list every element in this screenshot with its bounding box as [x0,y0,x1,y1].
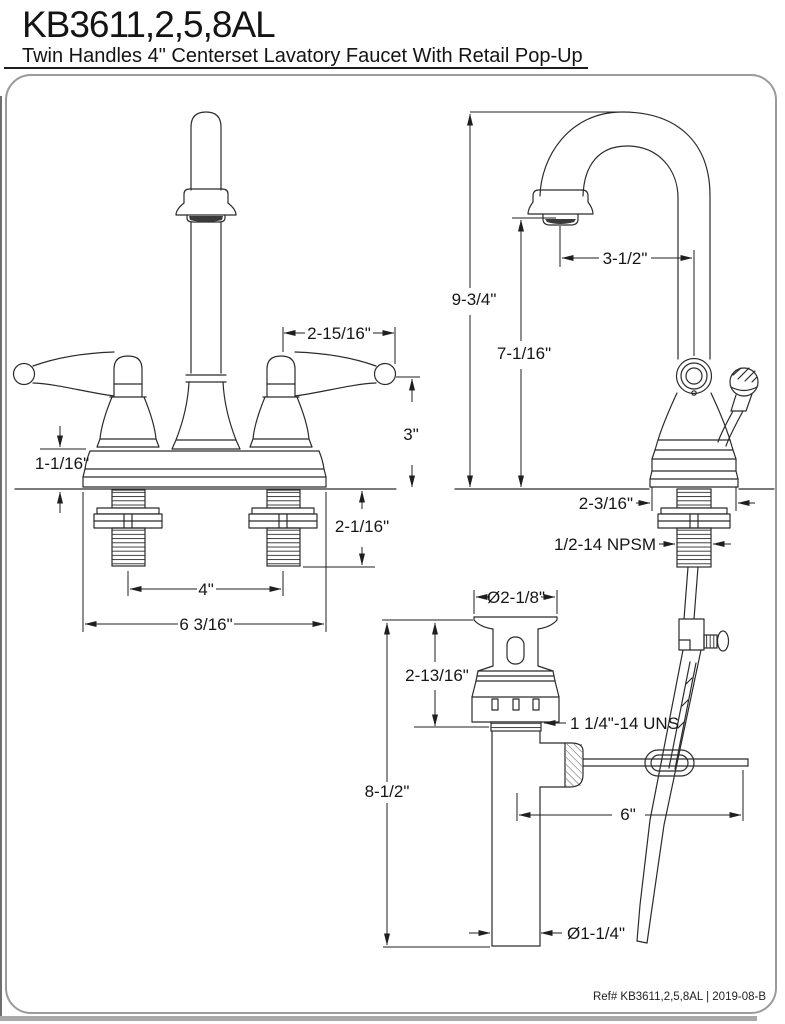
spout-outlet [545,219,576,224]
front-left-handle [14,352,160,447]
page-subtitle: Twin Handles 4" Centerset Lavatory Faucet With Retail Pop-Up [22,45,583,67]
side-shank [658,489,730,567]
dim-front-lever-span [283,324,395,364]
dim-front-handle-height [396,377,420,487]
dim-label-supply-thread: 1/2-14 NPSM [553,535,656,554]
dim-drain-rod-length [517,770,743,824]
page-title: KB3611,2,5,8AL [22,4,275,45]
front-right-shank [249,490,317,566]
popup-lift-knob [718,368,758,446]
dim-label-head-height: 2-13/16" [405,666,469,685]
dim-label-center-to-center: 4" [198,580,214,599]
dim-side-overall-height [452,112,618,487]
reference-number: Ref# KB3611,2,5,8AL | 2019-08-B [592,991,766,1003]
dim-drain-head-height [405,623,489,727]
thumbscrew-head [718,631,729,651]
drain-body [492,731,583,946]
drain-head [472,617,559,731]
dim-label-base-height: 1-1/16" [34,454,90,473]
dim-drain-thread [544,714,679,733]
aerator [189,216,223,222]
dim-side-spout-reach [560,226,694,356]
dim-label-rod-length: 6" [620,805,636,824]
side-body [650,393,738,487]
dim-label-tailpiece-diameter: Ø1-1/4" [567,924,626,943]
front-base-plate [83,451,326,487]
dim-label-overall-height: 9-3/4" [451,290,497,309]
dim-side-spout-height [497,218,556,487]
dim-label-shank-length: 2-1/16" [334,517,390,536]
front-left-shank [94,490,162,566]
dim-label-lever-span: 2-15/16" [307,324,371,343]
side-gooseneck-spout [528,112,710,359]
dim-label-spout-reach: 3-1/2" [602,249,648,268]
dim-label-handle-height: 3" [403,425,419,444]
dim-drain-flange-diameter [474,588,557,614]
horizontal-pivot-rod [583,750,748,776]
dim-front-center-to-center [128,571,283,599]
dim-label-overall-width: 6 3/16" [179,615,233,634]
dim-label-flange-diameter: Ø2-1/8" [486,588,546,607]
dim-front-shank-length [303,491,389,567]
dim-front-base-height [35,426,89,513]
front-right-handle [250,352,396,447]
thumbscrew-threads [704,635,717,648]
drain-overflow-hole [507,637,524,664]
drain-threads [491,722,541,731]
pivot-nut-hatch [566,744,582,786]
dim-label-spout-height: 7-1/16" [496,344,552,363]
dim-label-drain-overall-height: 8-1/2" [364,782,410,801]
popup-drain-view [472,617,748,946]
dim-label-base-width: 2-3/16" [578,494,633,513]
side-hub [677,359,712,396]
dim-label-drain-thread: 1 1/4"-14 UNS [570,714,680,733]
front-spout [172,112,240,449]
side-view [455,112,774,943]
